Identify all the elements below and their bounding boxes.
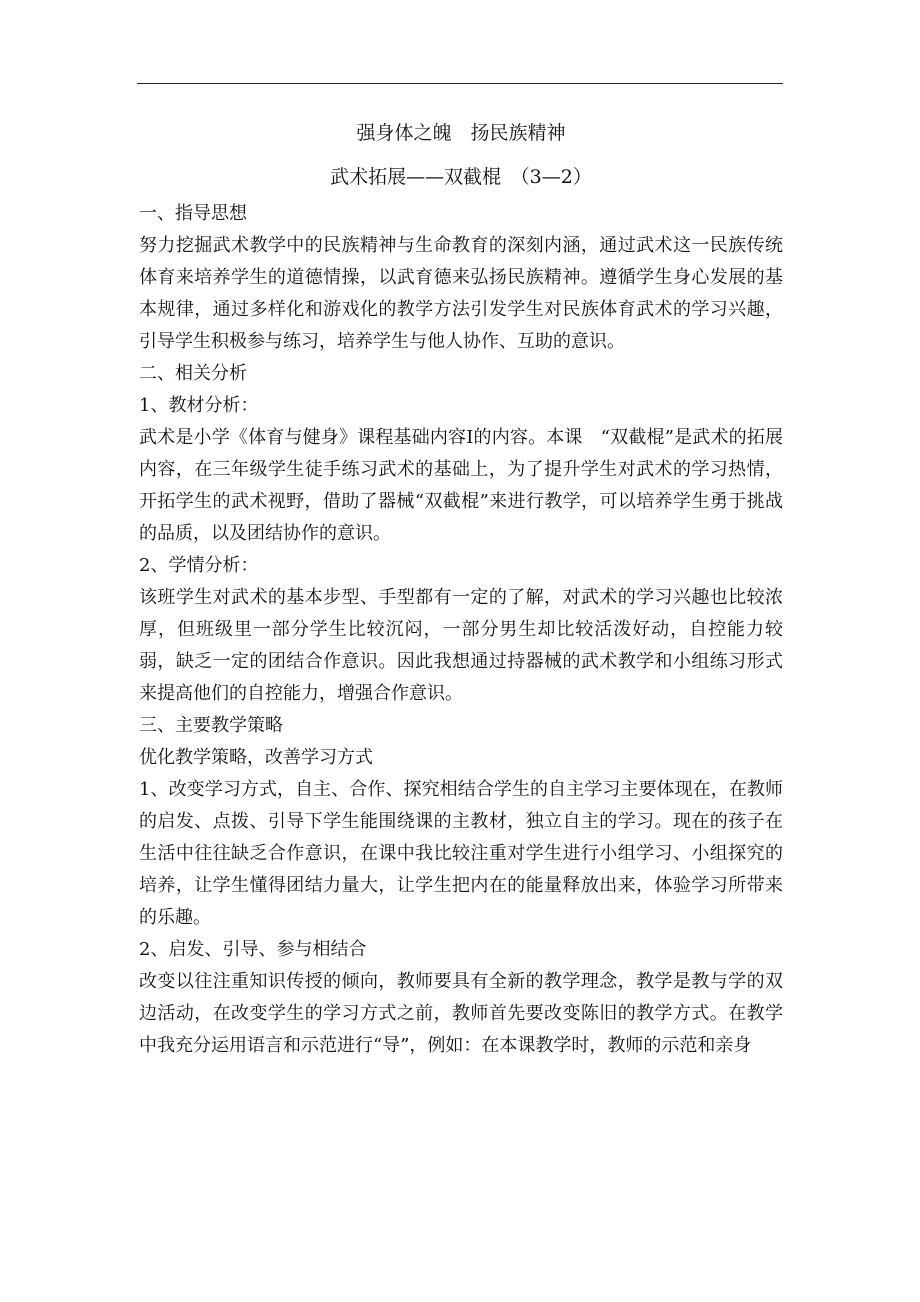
subsection-heading: 2、学情分析：: [139, 555, 259, 576]
subsection-heading: 1、教材分析：: [139, 395, 259, 416]
section-heading: 一、指导思想: [139, 203, 247, 224]
document-body: [139, 118, 783, 1062]
section-heading: 三、主要教学策略: [139, 715, 283, 736]
document-title: 强身体之魄 扬民族精神: [356, 122, 566, 144]
paragraph: 1、改变学习方式，自主、合作、探究相结合学生的自主学习主要体现在，在教师的启发、点拨、引导下学生能围绕课的主教材，独立自主的学习。现在的孩子在生活中往往缺乏合作意识，在课中我比较注重对学生进行小组学习、小组探究的培养，让学生懂得团结力量大，让学生把内在的能量释放出来，体验学习所带来的乐趣。: [139, 779, 783, 928]
paragraph: 改变以往注重知识传授的倾向，教师要具有全新的教学理念，教学是教与学的双边活动，在改变学生的学习方式之前，教师首先要改变陈旧的教学方式。在教学中我充分运用语言和示范进行“导”，例如：在本课教学时，教师的示范和亲身: [139, 971, 783, 1056]
subsection-heading: 2、启发、引导、参与相结合: [139, 939, 367, 960]
paragraph: 武术是小学《体育与健身》课程基础内容Ⅰ的内容。本课 “双截棍”是武术的拓展内容，在三年级学生徒手练习武术的基础上，为了提升学生对武术的学习热情，开拓学生的武术视野，借助了器械“双截棍”来进行教学，可以培养学生勇于挑战的品质，以及团结协作的意识。: [139, 427, 783, 544]
document-subtitle: 武术拓展——双截棍 （3—2）: [330, 166, 592, 188]
header-rule: [137, 83, 783, 84]
section-heading: 二、相关分析: [139, 363, 247, 384]
paragraph: 该班学生对武术的基本步型、手型都有一定的了解，对武术的学习兴趣也比较浓厚，但班级里一部分学生比较沉闷，一部分男生却比较活泼好动，自控能力较弱，缺乏一定的团结合作意识。因此我想通过持器械的武术教学和小组练习形式来提高他们的自控能力，增强合作意识。: [139, 587, 783, 704]
subsection-heading: 优化教学策略，改善学习方式: [139, 747, 373, 768]
paragraph: 努力挖掘武术教学中的民族精神与生命教育的深刻内涵，通过武术这一民族传统体育来培养学生的道德情操，以武育德来弘扬民族精神。遵循学生身心发展的基本规律，通过多样化和游戏化的教学方法引发学生对民族体育武术的学习兴趣，引导学生积极参与练习，培养学生与他人协作、互助的意识。: [139, 235, 783, 352]
